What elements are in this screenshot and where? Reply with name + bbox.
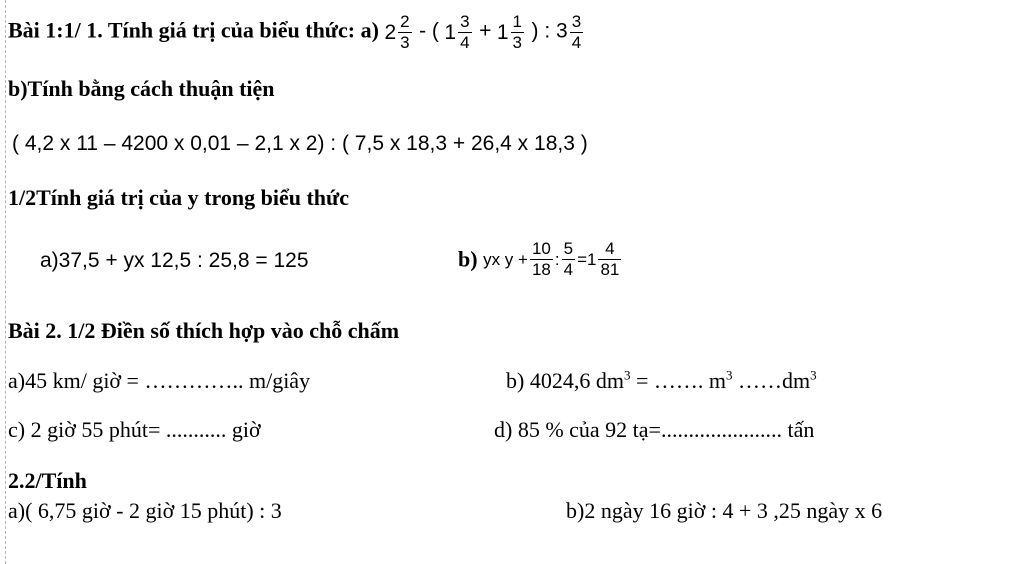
exercise-2-heading: Bài 2. 1/2 Điền số thích hợp vào chỗ chấm [8,318,400,343]
exercise-1b-expression: ( 4,2 x 11 – 4200 x 0,01 – 2,1 x 2) : ( 7,5 x 18,3 + 26,4 x 18,3 ) [12,132,588,155]
exercise-1a-line: Bài 1:1/ 1. Tính giá trị của biểu thức: a) 2 $\frac{2}{3}$ - ( 1 $\frac{3}{4}$ + 1 $\frac{1}{3}$ ) : 3 $\frac{3}{4}$ [8,12,582,52]
exercise-2b: b) 4024,6 $dm^3$ = ……. $m^3$ $\dots\dots dm^3$ [506,367,817,393]
mixed-number-1: 2 $\frac{2}{3}$ [384,12,410,52]
exercise-1b-title: b)Tính bằng cách thuận tiện [8,76,275,101]
exercise-2a: a)45 km/ giờ = ………….. m/giây [8,368,311,393]
page-left-border [5,0,6,564]
exercise-22a: a)( 6,75 giờ - 2 giờ 15 phút) : 3 [8,498,282,523]
fraction-4-81: $\frac{4}{81}$ [600,239,620,279]
mixed-number-2: 1 $\frac{3}{4}$ [444,12,470,52]
fraction-5-4: $\frac{5}{4}$ [563,239,574,279]
exercise-22-heading: 2.2/Tính [8,468,87,493]
exercise-2d: d) 85 % của 92 tạ=...................... tấn [494,417,815,442]
mixed-number-3: 1 $\frac{1}{3}$ [496,12,522,52]
exercise-22b: b)2 ngày 16 giờ : 4 + 3 ,25 ngày x 6 [566,498,883,523]
exercise-12-heading: 1/2Tính giá trị của y trong biểu thức [8,185,349,210]
fraction-3-4: $\frac{3}{4}$ [571,12,582,52]
exercise-12a: a)37,5 + yx 12,5 : 25,8 = 125 [40,249,309,272]
fraction-10-18: $\frac{10}{18}$ [531,239,551,279]
exercise-2c: c) 2 giờ 55 phút= ........... giờ [8,417,261,442]
exercise-1-heading: Bài 1:1/ 1. Tính giá trị của biểu thức: a) [8,17,379,43]
exercise-12b: b) yx y + $\frac{10}{18}$ : $\frac{5}{4}$ =1 $\frac{4}{81}$ [458,239,620,279]
